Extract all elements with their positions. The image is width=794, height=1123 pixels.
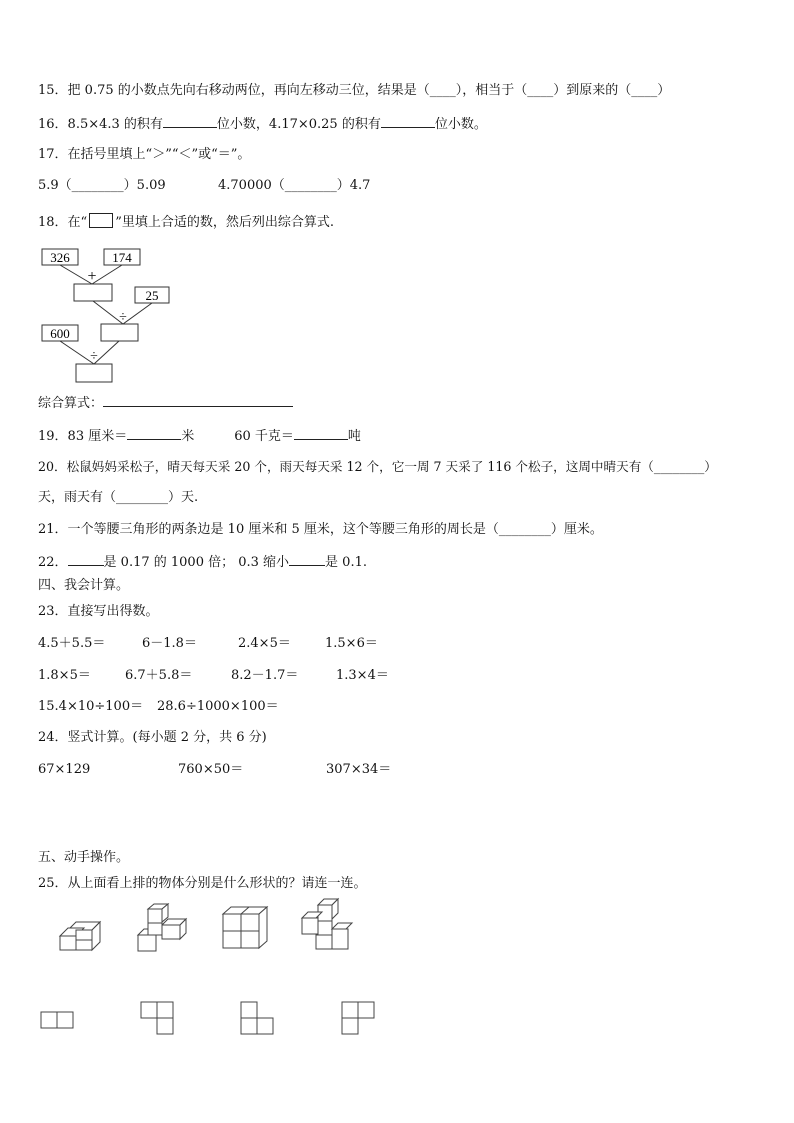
question-18 xyxy=(38,213,334,231)
cube-figure-2 xyxy=(134,903,188,953)
q23-calc-10: 28.6÷1000×100＝ xyxy=(157,699,279,714)
q18-formula-blank[interactable] xyxy=(103,394,293,407)
q18-formula-label: 综合算式： xyxy=(38,396,104,411)
q19-part-d: 吨 xyxy=(347,429,361,444)
q23-calc-4: 1.5×6＝ xyxy=(325,636,378,651)
q16-part-a: 16．8.5×4.3 的积有 xyxy=(38,117,163,132)
question-20-line-1: 20．松鼠妈妈采松子，晴天每天采 20 个，雨天每天采 12 个，它一周 7 天采了 116 个松子，这周中晴天有（________） xyxy=(38,459,717,474)
q17-item-a: 5.9（________）5.09 xyxy=(38,178,166,193)
question-21: 21．一个等腰三角形的两条边是 10 厘米和 5 厘米，这个等腰三角形的周长是（________）厘米。 xyxy=(38,522,603,537)
divide-sign-1: ÷ xyxy=(119,310,127,325)
q18-formula-line xyxy=(38,394,293,412)
tree-answer-box-2 xyxy=(101,324,138,341)
q22-blank-2[interactable] xyxy=(289,553,325,566)
q23-calc-2: 6－1.8＝ xyxy=(142,636,197,651)
top-view-shape-1 xyxy=(40,1011,80,1031)
q24-calc-1: 67×129 xyxy=(38,762,91,777)
tree-number-600: 600 xyxy=(50,326,70,341)
top-view-shape-2 xyxy=(140,1001,180,1041)
q16-blank-2[interactable] xyxy=(381,115,435,128)
q23-calc-6: 6.7＋5.8＝ xyxy=(125,668,193,683)
top-view-shape-4 xyxy=(341,1001,381,1041)
q23-calc-3: 2.4×5＝ xyxy=(238,636,291,651)
q23-calc-8: 1.3×4＝ xyxy=(336,668,389,683)
q24-calc-2: 760×50＝ xyxy=(178,762,244,777)
divide-sign-2: ÷ xyxy=(90,349,98,364)
q24-calc-3: 307×34＝ xyxy=(326,762,392,777)
tree-answer-box-1 xyxy=(74,284,112,301)
q19-part-a: 19．83 厘米＝ xyxy=(38,429,128,444)
q18-post: ”里填上合适的数，然后列出综合算式. xyxy=(115,215,334,230)
blank-box-icon xyxy=(89,213,113,228)
q22-part-b: 是 0.17 的 1000 倍； 0.3 缩小 xyxy=(103,555,290,570)
q23-calc-1: 4.5＋5.5＝ xyxy=(38,636,106,651)
q19-blank-2[interactable] xyxy=(294,427,348,440)
q17-item-b: 4.70000（________）4.7 xyxy=(218,178,371,193)
section-5-heading: 五、动手操作。 xyxy=(38,850,130,865)
question-22 xyxy=(38,553,367,571)
q23-calc-9: 15.4×10÷100＝ xyxy=(38,699,144,714)
question-16 xyxy=(38,115,487,133)
q19-blank-1[interactable] xyxy=(127,427,181,440)
q23-calc-5: 1.8×5＝ xyxy=(38,668,91,683)
q16-part-b: 位小数，4.17×0.25 的积有 xyxy=(216,117,381,132)
question-25: 25．从上面看上排的物体分别是什么形状的？请连一连。 xyxy=(38,876,367,891)
question-15: 15．把 0.75 的小数点先向右移动两位，再向左移动三位，结果是（____），相当于（____）到原来的（____） xyxy=(38,83,671,98)
tree-answer-box-3 xyxy=(76,364,112,382)
cube-figure-4 xyxy=(298,896,356,952)
tree-number-174: 174 xyxy=(112,250,132,265)
plus-sign: + xyxy=(87,268,97,285)
section-4-heading: 四、我会计算。 xyxy=(38,578,130,593)
q22-part-a: 22． xyxy=(38,555,68,570)
question-23: 23．直接写出得数。 xyxy=(38,604,159,619)
cube-figure-3 xyxy=(219,904,269,952)
question-20-line-2: 天，雨天有（________）天. xyxy=(38,490,199,505)
q16-blank-1[interactable] xyxy=(163,115,217,128)
q16-part-c: 位小数。 xyxy=(434,117,487,132)
q23-calc-7: 8.2－1.7＝ xyxy=(231,668,299,683)
q22-blank-1[interactable] xyxy=(68,553,104,566)
cube-figure-1 xyxy=(56,912,106,952)
tree-number-25: 25 xyxy=(145,288,159,303)
q19-part-b: 米 xyxy=(181,429,195,444)
question-19 xyxy=(38,427,361,445)
q18-pre: 18．在“ xyxy=(38,215,88,230)
question-17: 17．在括号里填上“＞”“＜”或“＝”。 xyxy=(38,147,251,162)
question-24: 24．竖式计算。(每小题 2 分，共 6 分) xyxy=(38,730,267,745)
q22-part-c: 是 0.1. xyxy=(325,555,367,570)
top-view-shape-3 xyxy=(240,1001,280,1041)
tree-number-326: 326 xyxy=(50,250,70,265)
calculation-tree-diagram xyxy=(38,246,178,386)
q19-part-c: 60 千克＝ xyxy=(234,429,294,444)
